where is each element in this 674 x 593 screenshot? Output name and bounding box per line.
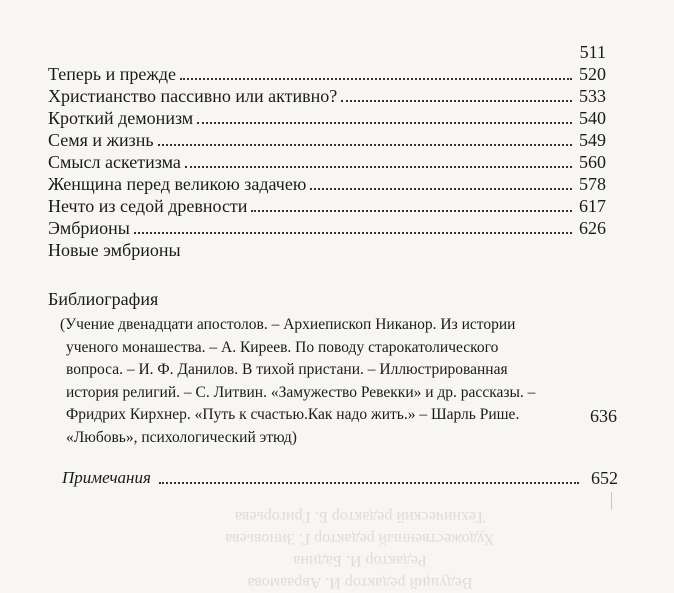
bleed-through-text	[200, 505, 520, 593]
bibliography-last-line	[60, 427, 620, 450]
bibliography-page: 636	[590, 406, 617, 426]
toc-entry-page: 549	[579, 130, 606, 150]
toc-entry	[48, 194, 606, 216]
toc-entry-page: 533	[579, 86, 606, 106]
bibliography-line: ученого монашества. – А. Киреев. По поводу старокатолического	[66, 338, 499, 356]
bleed-through-line: Ведущий редактор И. Авраамова	[247, 574, 473, 591]
bibliography-line: история религий. – С. Литвин. «Замужество Ревекки» и др. рассказы. –	[66, 383, 536, 401]
toc-entry	[48, 84, 606, 106]
bleed-through-line: Художественный редактор Г. Зиновьева	[225, 530, 495, 547]
notes-entry	[62, 466, 618, 488]
toc-entry-title: Семя и жизнь	[48, 130, 154, 150]
toc-entry-page: 511	[579, 42, 606, 62]
toc-entry-title: Кроткий демонизм	[48, 108, 194, 128]
toc-entry-page: 540	[579, 108, 606, 128]
bleed-through-line: Редактор И. Бадина	[293, 552, 427, 569]
toc-entry-title: Теперь и прежде	[48, 64, 176, 84]
bibliography-heading: Библиография	[48, 289, 159, 309]
toc-leader	[134, 232, 572, 234]
bleed-through-line: Технический редактор Б. Григорьева	[234, 508, 486, 525]
bibliography-line: вопроса. – И. Ф. Данилов. В тихой пристани. – Иллюстрированная	[66, 361, 508, 378]
toc-first-page-row	[48, 40, 606, 62]
toc-leader	[197, 122, 572, 124]
toc-leader	[310, 188, 572, 190]
toc-entry	[48, 106, 606, 128]
toc-leader	[251, 210, 572, 212]
toc-entry-title: Новые эмбрионы	[48, 240, 181, 260]
toc-entry-title: Смысл аскетизма	[48, 152, 181, 172]
toc-leader	[159, 482, 579, 484]
margin-mark	[611, 492, 612, 510]
toc-entry	[48, 128, 606, 150]
notes-title: Примечания	[62, 468, 151, 487]
toc-leader	[341, 100, 572, 102]
toc-entry-page: 617	[579, 196, 606, 216]
toc-entry	[48, 150, 606, 172]
toc-entry-page: 560	[579, 152, 606, 172]
toc-entry	[48, 238, 606, 260]
toc-entry-title: Эмбрионы	[48, 218, 130, 238]
toc-leader	[158, 144, 572, 146]
toc-entry-title: Женщина перед великою задачею	[48, 174, 307, 194]
toc-entry-page: 578	[579, 174, 606, 194]
bibliography-line: «Любовь», психологический этюд)	[66, 428, 297, 446]
bibliography-line: (Учение двенадцати апостолов. – Архиепископ Никанор. Из истории	[60, 316, 516, 333]
toc-entry	[48, 172, 606, 194]
notes-page: 652	[591, 468, 618, 488]
toc-leader	[185, 166, 572, 168]
toc-entry-page: 520	[579, 64, 606, 84]
toc-entry	[48, 216, 606, 238]
toc-entry-page: 626	[579, 218, 606, 238]
bibliography-description	[60, 314, 620, 449]
toc-leader	[180, 78, 572, 80]
toc-entry	[48, 62, 606, 84]
toc-entry-title: Нечто из седой древности	[48, 196, 248, 216]
toc-entry-title: Христианство пассивно или активно?	[48, 86, 338, 106]
bibliography-line: Фридрих Кирхнер. «Путь к счастью.Как надо жить.» – Шарль Рише.	[66, 406, 520, 423]
